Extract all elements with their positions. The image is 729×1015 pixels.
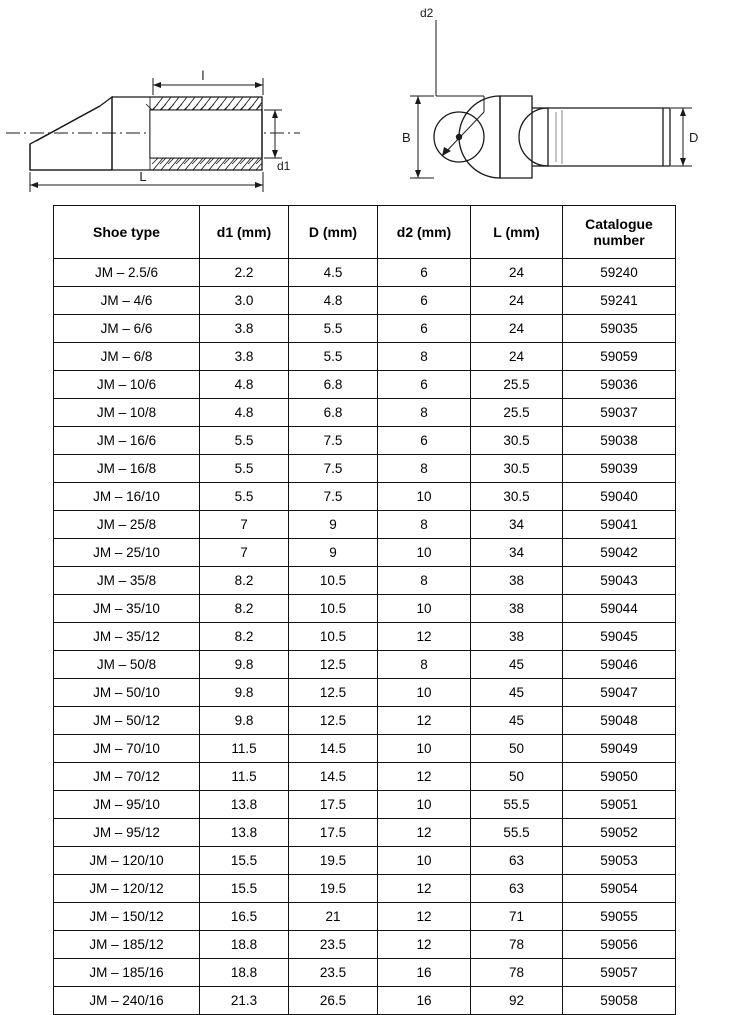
cell-d2: 12: [378, 903, 471, 931]
cell-d: 4.8: [289, 287, 378, 315]
cell-l: 45: [471, 651, 563, 679]
cell-l: 24: [471, 287, 563, 315]
column-header-d2: d2 (mm): [378, 206, 471, 259]
table-row: [54, 539, 676, 567]
cell-d1: 3.8: [200, 315, 289, 343]
table-row: [54, 511, 676, 539]
cell-catalogue-number: 59041: [563, 511, 676, 539]
cell-d2: 8: [378, 567, 471, 595]
cell-catalogue-number: 59048: [563, 707, 676, 735]
cell-d1: 3.0: [200, 287, 289, 315]
cell-d2: 12: [378, 707, 471, 735]
cell-shoe-type: JM – 16/6: [54, 427, 200, 455]
cell-d1: 15.5: [200, 875, 289, 903]
table-row: [54, 455, 676, 483]
cell-d2: 6: [378, 259, 471, 287]
cell-d: 14.5: [289, 735, 378, 763]
column-header-d: D (mm): [289, 206, 378, 259]
cell-l: 92: [471, 987, 563, 1015]
table-row: [54, 651, 676, 679]
table-row: [54, 903, 676, 931]
cable-lug-top-view: [380, 0, 710, 198]
cell-l: 63: [471, 847, 563, 875]
cell-d: 6.8: [289, 399, 378, 427]
cell-catalogue-number: 59052: [563, 819, 676, 847]
cell-d2: 10: [378, 791, 471, 819]
table-row: [54, 623, 676, 651]
cell-d1: 9.8: [200, 651, 289, 679]
cell-d1: 3.8: [200, 343, 289, 371]
cell-d1: 18.8: [200, 931, 289, 959]
cell-d2: 10: [378, 735, 471, 763]
cell-d1: 11.5: [200, 763, 289, 791]
table-row: [54, 959, 676, 987]
cell-l: 24: [471, 259, 563, 287]
table-row: [54, 259, 676, 287]
specifications-table: [53, 205, 676, 1015]
cell-catalogue-number: 59055: [563, 903, 676, 931]
cell-d: 23.5: [289, 959, 378, 987]
dimension-label-l-total: L: [139, 169, 147, 184]
cell-shoe-type: JM – 120/10: [54, 847, 200, 875]
cell-shoe-type: JM – 50/8: [54, 651, 200, 679]
table-row: [54, 875, 676, 903]
column-header-l: L (mm): [471, 206, 563, 259]
table-row: [54, 567, 676, 595]
table-row: [54, 735, 676, 763]
cell-d2: 8: [378, 343, 471, 371]
cell-shoe-type: JM – 120/12: [54, 875, 200, 903]
cell-catalogue-number: 59059: [563, 343, 676, 371]
column-header-shoe-type: Shoe type: [54, 206, 200, 259]
cell-catalogue-number: 59047: [563, 679, 676, 707]
cell-shoe-type: JM – 2.5/6: [54, 259, 200, 287]
cell-shoe-type: JM – 185/16: [54, 959, 200, 987]
cell-catalogue-number: 59042: [563, 539, 676, 567]
cell-shoe-type: JM – 25/8: [54, 511, 200, 539]
cell-l: 45: [471, 679, 563, 707]
table-row: [54, 791, 676, 819]
cell-catalogue-number: 59049: [563, 735, 676, 763]
cell-d2: 10: [378, 679, 471, 707]
cell-d: 12.5: [289, 679, 378, 707]
cell-d1: 5.5: [200, 483, 289, 511]
cell-catalogue-number: 59057: [563, 959, 676, 987]
cell-shoe-type: JM – 16/10: [54, 483, 200, 511]
cell-d2: 10: [378, 483, 471, 511]
table-row: [54, 427, 676, 455]
dimension-label-d2: d2: [420, 6, 434, 20]
cell-d2: 8: [378, 455, 471, 483]
cell-shoe-type: JM – 35/8: [54, 567, 200, 595]
cell-l: 78: [471, 931, 563, 959]
cell-shoe-type: JM – 25/10: [54, 539, 200, 567]
cell-d1: 18.8: [200, 959, 289, 987]
cell-d1: 5.5: [200, 455, 289, 483]
table-row: [54, 595, 676, 623]
table-header-row: [54, 206, 676, 259]
cell-l: 55.5: [471, 819, 563, 847]
cell-catalogue-number: 59045: [563, 623, 676, 651]
dimension-label-d1: d1: [277, 159, 291, 173]
cell-d1: 9.8: [200, 679, 289, 707]
cell-d: 5.5: [289, 315, 378, 343]
cell-d2: 6: [378, 315, 471, 343]
cell-l: 50: [471, 735, 563, 763]
cell-catalogue-number: 59035: [563, 315, 676, 343]
cell-d1: 8.2: [200, 595, 289, 623]
table-row: [54, 371, 676, 399]
cell-d: 19.5: [289, 875, 378, 903]
dimension-label-l-inner: l: [201, 68, 205, 83]
cell-d1: 8.2: [200, 567, 289, 595]
cell-d: 23.5: [289, 931, 378, 959]
cell-d: 26.5: [289, 987, 378, 1015]
cell-l: 50: [471, 763, 563, 791]
cell-d: 5.5: [289, 343, 378, 371]
cell-l: 45: [471, 707, 563, 735]
cell-d2: 8: [378, 651, 471, 679]
cell-l: 38: [471, 595, 563, 623]
cell-l: 34: [471, 539, 563, 567]
cell-l: 25.5: [471, 371, 563, 399]
cell-l: 24: [471, 315, 563, 343]
cell-d1: 8.2: [200, 623, 289, 651]
cell-d2: 10: [378, 539, 471, 567]
table-row: [54, 847, 676, 875]
cell-shoe-type: JM – 35/12: [54, 623, 200, 651]
cell-catalogue-number: 59053: [563, 847, 676, 875]
cell-d1: 7: [200, 511, 289, 539]
cell-d: 7.5: [289, 427, 378, 455]
column-header-catalogue-number: [563, 206, 676, 259]
cell-d2: 8: [378, 511, 471, 539]
cable-lug-side-section-view: [0, 0, 320, 198]
cell-l: 38: [471, 623, 563, 651]
cell-l: 30.5: [471, 455, 563, 483]
cell-catalogue-number: 59241: [563, 287, 676, 315]
table-row: [54, 819, 676, 847]
cell-d: 19.5: [289, 847, 378, 875]
cell-d1: 11.5: [200, 735, 289, 763]
cell-d: 9: [289, 539, 378, 567]
cell-d1: 13.8: [200, 791, 289, 819]
cell-shoe-type: JM – 50/10: [54, 679, 200, 707]
cell-catalogue-number: 59058: [563, 987, 676, 1015]
cell-d1: 4.8: [200, 371, 289, 399]
cell-d1: 13.8: [200, 819, 289, 847]
cell-shoe-type: JM – 240/16: [54, 987, 200, 1015]
cell-d: 14.5: [289, 763, 378, 791]
cell-catalogue-number: 59051: [563, 791, 676, 819]
cell-shoe-type: JM – 185/12: [54, 931, 200, 959]
cell-catalogue-number: 59046: [563, 651, 676, 679]
table-row: [54, 707, 676, 735]
cell-d1: 15.5: [200, 847, 289, 875]
catalogue-header-line-1: Catalogue: [585, 215, 653, 232]
cell-d: 12.5: [289, 707, 378, 735]
cell-d2: 6: [378, 371, 471, 399]
dimension-label-b: B: [402, 130, 411, 145]
table-row: [54, 287, 676, 315]
cell-d: 17.5: [289, 819, 378, 847]
cell-catalogue-number: 59044: [563, 595, 676, 623]
cell-d2: 12: [378, 819, 471, 847]
cell-shoe-type: JM – 150/12: [54, 903, 200, 931]
cell-shoe-type: JM – 70/10: [54, 735, 200, 763]
cell-d1: 21.3: [200, 987, 289, 1015]
cell-catalogue-number: 59037: [563, 399, 676, 427]
cell-d2: 6: [378, 427, 471, 455]
cell-shoe-type: JM – 10/6: [54, 371, 200, 399]
cell-catalogue-number: 59043: [563, 567, 676, 595]
table-row: [54, 987, 676, 1015]
cell-catalogue-number: 59039: [563, 455, 676, 483]
cell-shoe-type: JM – 95/12: [54, 819, 200, 847]
table-row: [54, 931, 676, 959]
cell-l: 30.5: [471, 483, 563, 511]
cell-d: 21: [289, 903, 378, 931]
cell-catalogue-number: 59050: [563, 763, 676, 791]
cell-d2: 10: [378, 595, 471, 623]
cell-shoe-type: JM – 35/10: [54, 595, 200, 623]
cell-l: 38: [471, 567, 563, 595]
cell-l: 25.5: [471, 399, 563, 427]
cell-d1: 7: [200, 539, 289, 567]
cell-catalogue-number: 59036: [563, 371, 676, 399]
cell-d1: 4.8: [200, 399, 289, 427]
cell-d1: 2.2: [200, 259, 289, 287]
cell-l: 24: [471, 343, 563, 371]
cell-catalogue-number: 59240: [563, 259, 676, 287]
table-row: [54, 763, 676, 791]
cell-d2: 16: [378, 959, 471, 987]
cell-d2: 10: [378, 847, 471, 875]
catalogue-header-line-2: number: [593, 232, 645, 248]
cell-shoe-type: JM – 95/10: [54, 791, 200, 819]
cell-d: 12.5: [289, 651, 378, 679]
table-row: [54, 399, 676, 427]
technical-drawings: [0, 0, 729, 198]
cell-l: 55.5: [471, 791, 563, 819]
cell-catalogue-number: 59056: [563, 931, 676, 959]
cell-l: 78: [471, 959, 563, 987]
cell-d2: 6: [378, 287, 471, 315]
cell-d: 4.5: [289, 259, 378, 287]
cell-d2: 16: [378, 987, 471, 1015]
column-header-d1: d1 (mm): [200, 206, 289, 259]
cell-d: 10.5: [289, 567, 378, 595]
cell-shoe-type: JM – 4/6: [54, 287, 200, 315]
table-row: [54, 483, 676, 511]
cell-d2: 12: [378, 763, 471, 791]
table-row: [54, 343, 676, 371]
cell-l: 30.5: [471, 427, 563, 455]
cell-shoe-type: JM – 6/6: [54, 315, 200, 343]
cell-catalogue-number: 59054: [563, 875, 676, 903]
cell-l: 71: [471, 903, 563, 931]
cell-d2: 12: [378, 875, 471, 903]
cell-shoe-type: JM – 70/12: [54, 763, 200, 791]
dimension-label-d: D: [689, 130, 699, 145]
cell-catalogue-number: 59040: [563, 483, 676, 511]
table-row: [54, 679, 676, 707]
cell-shoe-type: JM – 50/12: [54, 707, 200, 735]
cell-l: 34: [471, 511, 563, 539]
cell-d: 17.5: [289, 791, 378, 819]
cell-l: 63: [471, 875, 563, 903]
table-row: [54, 315, 676, 343]
specifications-table-container: [53, 205, 675, 1015]
cell-d: 10.5: [289, 623, 378, 651]
cell-catalogue-number: 59038: [563, 427, 676, 455]
cell-d: 6.8: [289, 371, 378, 399]
cell-d1: 16.5: [200, 903, 289, 931]
cell-shoe-type: JM – 6/8: [54, 343, 200, 371]
cell-d2: 12: [378, 623, 471, 651]
cell-d1: 9.8: [200, 707, 289, 735]
cell-d: 10.5: [289, 595, 378, 623]
cell-d2: 8: [378, 399, 471, 427]
cell-d2: 12: [378, 931, 471, 959]
cell-d1: 5.5: [200, 427, 289, 455]
cell-d: 7.5: [289, 455, 378, 483]
cell-d: 7.5: [289, 483, 378, 511]
cell-d: 9: [289, 511, 378, 539]
cell-shoe-type: JM – 10/8: [54, 399, 200, 427]
cell-shoe-type: JM – 16/8: [54, 455, 200, 483]
